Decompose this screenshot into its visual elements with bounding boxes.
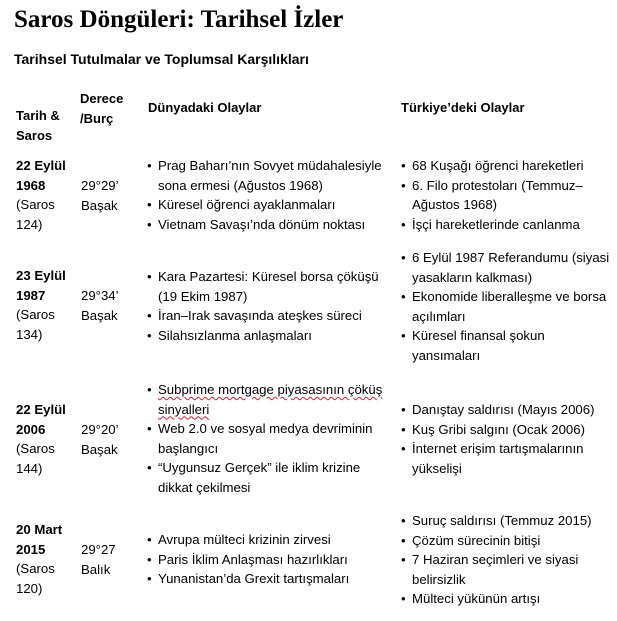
- list-item: • 6 Eylül 1987 Referandumu (siyasi yasakların kalkması): [401, 248, 611, 287]
- list-item: • Prag Baharı’nın Sovyet müdahalesiyle sona ermesi (Ağustos 1968): [147, 156, 392, 195]
- row-2-turkey-events: [401, 248, 611, 365]
- row-3-degree: 29°20’ Başak: [81, 422, 119, 457]
- list-item: • Yunanistan’da Grexit tartışmaları: [147, 569, 392, 589]
- header-turkey-events: Türkiye’deki Olaylar: [401, 100, 525, 115]
- row-3-date: 22 Eylül 2006 (Saros 144): [16, 402, 66, 476]
- row-1-world-events: [147, 156, 392, 234]
- document-title: Saros Döngüleri: Tarihsel İzler: [14, 6, 344, 33]
- list-item: • İran–Irak savaşında ateşkes süreci: [147, 306, 399, 326]
- row-1-degree: 29°29’ Başak: [81, 178, 119, 213]
- list-item: • İşçi hareketlerinde canlanma: [401, 215, 606, 235]
- row-4-date: 20 Mart 2015 (Saros 120): [16, 522, 63, 596]
- row-4-degree: 29°27 Balık: [81, 542, 116, 577]
- row-4-turkey-events: [401, 511, 606, 609]
- list-item: • 7 Haziran seçimleri ve siyasi belirsizlik: [401, 550, 606, 589]
- list-item: • Silahsızlanma anlaşmaları: [147, 326, 399, 346]
- list-item: • Suruç saldırısı (Temmuz 2015): [401, 511, 606, 531]
- list-item: • “Uygunsuz Gerçek” ile iklim krizine dikkat çekilmesi: [147, 458, 392, 497]
- row-3-turkey-events: [401, 400, 606, 478]
- row-3-world-events: [147, 380, 392, 497]
- row-2-degree: 29°34’ Başak: [81, 288, 119, 323]
- row-2-world-events: [147, 267, 399, 345]
- list-item: • Kuş Gribi salgını (Ocak 2006): [401, 420, 606, 440]
- list-item: • Küresel finansal şokun yansımaları: [401, 326, 611, 365]
- header-date-saros: Tarih & Saros: [16, 108, 60, 143]
- list-item: • Paris İklim Anlaşması hazırlıkları: [147, 550, 392, 570]
- row-2-date: 23 Eylül 1987 (Saros 134): [16, 268, 66, 342]
- list-item: • 68 Kuşağı öğrenci hareketleri: [401, 156, 606, 176]
- list-item: • Vietnam Savaşı’nda dönüm noktası: [147, 215, 392, 235]
- list-item: • Avrupa mülteci krizinin zirvesi: [147, 530, 392, 550]
- row-4-world-events: [147, 530, 392, 589]
- spellcheck-word: Subprime mortgage piyasasının çöküş sinyalleri: [158, 382, 383, 417]
- table-caption: Tarihsel Tutulmalar ve Toplumsal Karşılıkları: [14, 51, 309, 67]
- row-1-turkey-events: [401, 156, 606, 234]
- header-world-events: Dünyadaki Olaylar: [148, 100, 262, 115]
- list-item: • İnternet erişim tartışmalarının yükselişi: [401, 439, 606, 478]
- list-item: • Ekonomide liberalleşme ve borsa açılımları: [401, 287, 611, 326]
- list-item: • Kara Pazartesi: Küresel borsa çöküşü (19 Ekim 1987): [147, 267, 399, 306]
- list-item: • Danıştay saldırısı (Mayıs 2006): [401, 400, 606, 420]
- list-item: • Web 2.0 ve sosyal medya devriminin başlangıcı: [147, 419, 392, 458]
- header-degree-sign: Derece /Burç: [80, 91, 124, 126]
- list-item: • Küresel öğrenci ayaklanmaları: [147, 195, 392, 215]
- list-item: • 6. Filo protestoları (Temmuz–Ağustos 1968): [401, 176, 606, 215]
- list-item: • Mülteci yükünün artışı: [401, 589, 606, 609]
- row-1-date: 22 Eylül 1968 (Saros 124): [16, 158, 66, 232]
- list-item: [147, 380, 392, 419]
- list-item: • Çözüm sürecinin bitişi: [401, 531, 606, 551]
